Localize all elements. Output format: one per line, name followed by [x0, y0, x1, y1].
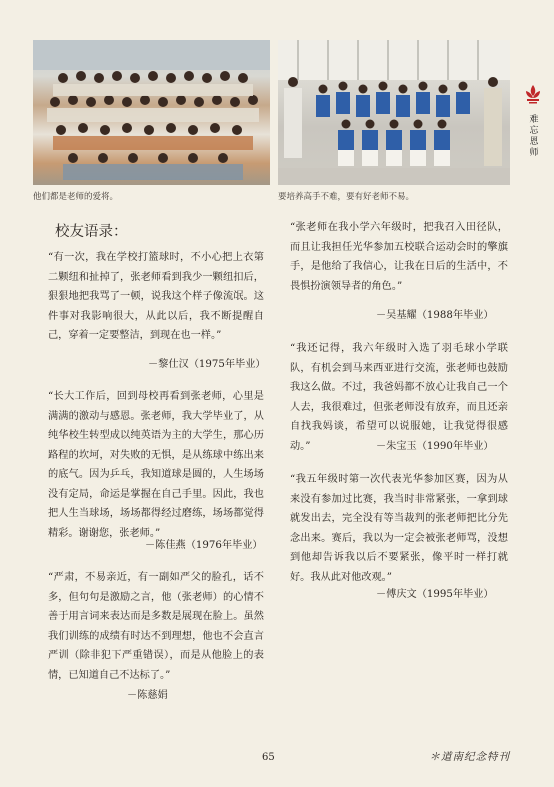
group-photo-illustration [33, 40, 270, 185]
quote-3-author: －陈慈娟 [127, 690, 168, 701]
quote-6: “我五年级时第一次代表光华参加区赛，因为从来没有参加过比赛，我当时非常紧张，一拿到球就发出去，完全没有等当裁判的张老师把比分先念出来。赛后，我以为一定会被张老师骂，没想到他却告诉我以后不要紧张，像平时一样打就好。我从此对他改观。” [290, 474, 508, 583]
quote-4: “张老师在我小学六年级时，把我召入田径队，而且让我担任光华参加五校联合运动会时的擎旗手，是他给了我信心，让我在日后的生活中，不畏惧扮演领导者的角色。” [290, 222, 508, 292]
photo-caption-2: 要培养高手不难，要有好老师不易。 [278, 192, 415, 202]
quote-5: “我还记得，我六年级时入选了羽毛球小学联队，有机会到马来西亚进行交流，张老师也鼓励我这么做。不过，我爸妈都不放心让我自己一个人去，我很难过，但张老师没有放弃，而且还亲自找我妈谈，希望可以说服她，让我觉得很感动。” [290, 343, 508, 452]
quote-1-author: －黎仕汉（1975年毕业） [148, 359, 266, 370]
lotus-emblem-icon [524, 84, 542, 104]
quote-1: “有一次，我在学校打篮球时，不小心把上衣第二颗纽和扯掉了，张老师看到我少一颗纽扣后，狠狠地把我骂了一顿，说我这个样子像流氓。这件事对我影响很大，从此以后，我不断提醒自己，穿着一定要整洁，到现在也一样。” [48, 252, 264, 341]
photo-caption-1: 他们都是老师的爱将。 [33, 192, 119, 202]
team-photo-illustration [278, 40, 510, 185]
page-number: 65 [262, 752, 275, 763]
quote-3: “严肃，不易亲近，有一副如严父的脸孔，话不多，但句句是激励之言，他（张老师）的心情不善于用言词来表达而是多数是展现在脸上。虽然我们训练的成绩有时达不到理想，他也不会直言严训（除非犯下严重错误），而是从他脸上的表情，已知道自己不达标了。” [48, 572, 264, 681]
group-photo-students [33, 40, 270, 185]
section-sidebar [522, 84, 544, 158]
team-photo [278, 40, 510, 185]
quote-5-author: －朱宝玉（1990年毕业） [376, 441, 494, 452]
quote-2: “长大工作后，回到母校再看到张老师，心里是满满的激动与感恩。张老师，我大学毕业了，从纯华校生转型成以纯英语为主的大学生，那心历路程的坎坷，对失败的无惧，是从练球中练出来的底气。因为乒乓，我知道球是圆的，人生场场没有定局，命运是掌握在自己手里。因此，我也把人生当球场，场场都得经过磨练，场场都觉得精彩。谢谢您，张老师。” [48, 391, 264, 539]
section-label: 难忘恩师 [527, 114, 538, 158]
quote-6-author: －傅庆文（1995年毕业） [376, 589, 494, 600]
page-heading: 校友语录： [55, 224, 128, 240]
quote-2-author: －陈佳燕（1976年毕业） [145, 540, 263, 551]
quote-4-author: －吴基耀（1988年毕业） [376, 310, 494, 321]
publication-title: ＊道南纪念特刊 [429, 751, 510, 763]
